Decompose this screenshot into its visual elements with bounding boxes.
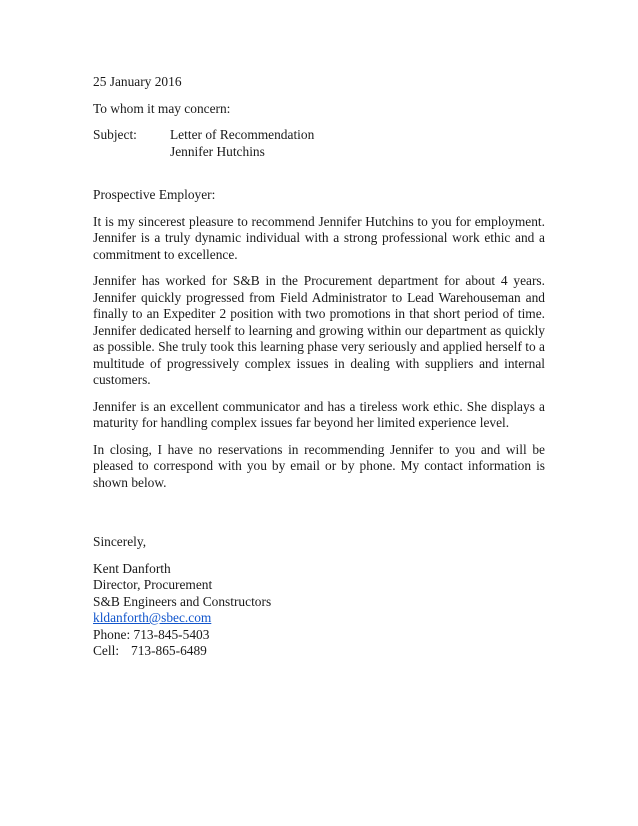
subject-line-1: Letter of Recommendation xyxy=(170,127,315,142)
letter-date: 25 January 2016 xyxy=(93,74,182,89)
signer-title: Director, Procurement xyxy=(93,577,213,592)
email-link[interactable]: kldanforth@sbec.com xyxy=(93,610,212,625)
signer-company: S&B Engineers and Constructors xyxy=(93,593,272,609)
signature-block xyxy=(93,561,545,660)
subject-lines xyxy=(170,127,314,160)
subject-label: Subject: xyxy=(93,127,137,142)
paragraph-4: In closing, I have no reservations in recommending Jennifer to you and will be pleased to correspond with you by email or by phone. My contact information is shown below. xyxy=(93,441,545,490)
subject-line-2: Jennifer Hutchins xyxy=(170,143,265,159)
letter-body xyxy=(93,74,545,660)
spacer xyxy=(93,501,545,534)
cell-label: Cell: xyxy=(93,643,120,658)
email-line xyxy=(93,610,545,627)
paragraph-3: Jennifer is an excellent communicator and has a tireless work ethic. She displays a maturity for handling complex issues far beyond her limited experience level. xyxy=(93,398,545,430)
cell-number: 713-865-6489 xyxy=(131,643,207,658)
salutation: To whom it may concern: xyxy=(93,100,231,116)
greeting: Prospective Employer: xyxy=(93,187,216,202)
paragraph-1: It is my sincerest pleasure to recommend Jennifer Hutchins to you for employment. Jennifer is a truly dynamic individual with a strong professional work ethic and a commitment to excellence. xyxy=(93,213,545,262)
closing: Sincerely, xyxy=(93,534,147,549)
subject-block xyxy=(93,127,545,160)
paragraph-2: Jennifer has worked for S&B in the Procurement department for about 4 years. Jennifer quickly progressed from Field Administrator to Lead Warehouseman and finally to an Expediter 2 position with two promotions in that short period of time. Jennifer dedicated herself to learning and growing within our department as quickly as possible. She truly took this learning phase very seriously and applied herself to a multitude of progressively complex issues in dealing with suppliers and internal customers. xyxy=(93,273,545,387)
signer-name: Kent Danforth xyxy=(93,560,171,576)
cell-line xyxy=(93,643,545,660)
phone-line: Phone: 713-845-5403 xyxy=(93,626,210,642)
